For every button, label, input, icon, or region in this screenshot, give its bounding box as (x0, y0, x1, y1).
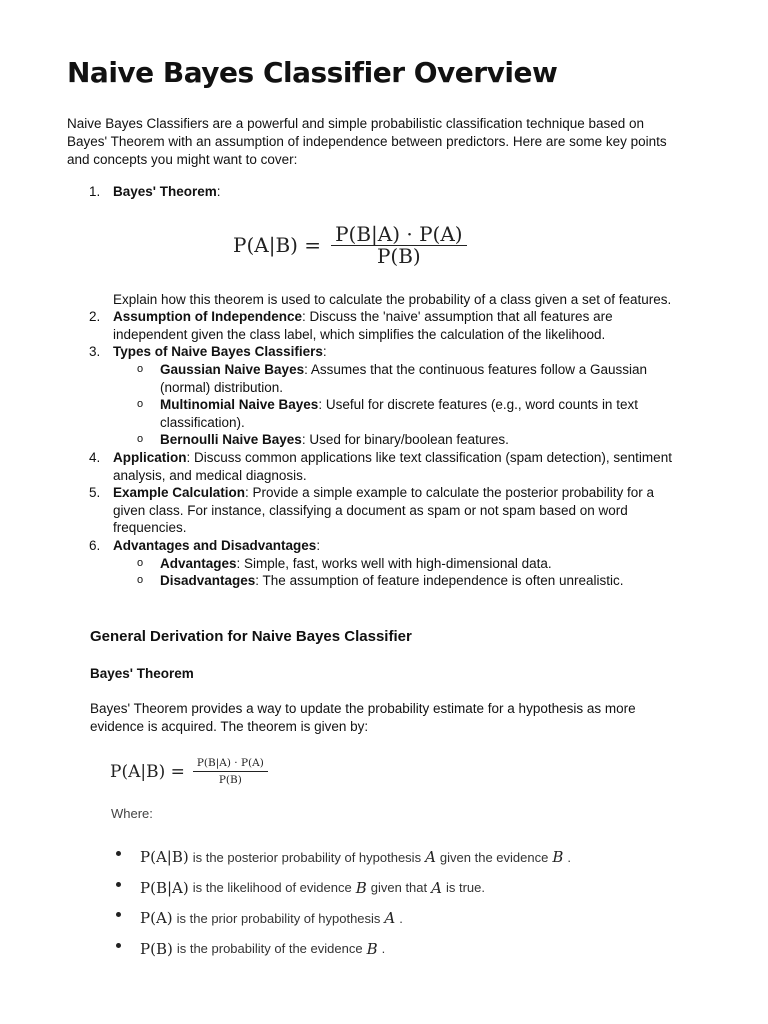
list-item-text: : Discuss common applications like text classification (spam detection), sentiment analysis, and medical diagnosis. (113, 449, 672, 483)
list-item-label: Types of Naive Bayes Classifiers (113, 344, 323, 360)
sub-item-label: Bernoulli Naive Bayes (160, 432, 302, 448)
definition-end: is true. (445, 880, 485, 896)
page-title: Naive Bayes Classifier Overview (67, 56, 558, 89)
definition-text: given that (370, 880, 428, 896)
list-item (67, 183, 687, 308)
math-variable: A (425, 848, 436, 867)
list-item-label: Example Calculation (113, 485, 246, 501)
sub-item-label: Gaussian Naive Bayes (160, 361, 305, 377)
definition-end: . (567, 849, 571, 865)
list-item-label: Bayes' Theorem (113, 184, 217, 199)
list-number: 1. (89, 184, 101, 199)
sub-item-text: : Useful for discrete features (e.g., word counts in text classification). (160, 397, 638, 430)
math-variable: B (355, 878, 367, 897)
formula-lhs: P(A|B) = (233, 232, 322, 257)
math-term: P(B) (140, 939, 173, 958)
sub-list-item (67, 361, 687, 396)
sub-list-item (67, 572, 687, 590)
list-item-label: Advantages and Disadvantages (113, 537, 317, 553)
key-points-list (67, 183, 687, 590)
list-item (67, 484, 687, 537)
list-number: 6. (89, 537, 101, 553)
list-number: 3. (89, 344, 101, 360)
list-item-text: : (216, 184, 221, 199)
list-number: 5. (89, 485, 101, 501)
bullet-icon (116, 851, 121, 856)
definition-end: . (381, 941, 386, 957)
math-variable: A (431, 878, 442, 897)
sub-item-label: Multinomial Naive Bayes (160, 397, 319, 413)
sub-item-text: : Assumes that the continuous features follow a Gaussian (normal) distribution. (160, 361, 648, 395)
list-item (112, 934, 672, 965)
circle-bullet-icon: o (137, 398, 144, 411)
list-item-label: Application (113, 449, 187, 465)
list-item-text: : Provide a simple example to calculate the posterior probability for a given class. For instance, classifying a document as spam or not spam based on word frequencies. (113, 485, 655, 536)
list-number: 2. (89, 309, 101, 325)
formula-lhs: P(A|B) = (110, 761, 185, 782)
sub-list-item (67, 555, 687, 573)
bayes-formula-large (233, 211, 687, 281)
where-label: Where: (111, 806, 153, 821)
bullet-icon (116, 943, 121, 948)
circle-bullet-icon: o (137, 574, 144, 587)
math-term: P(A|B) (140, 848, 189, 867)
sub-list-item (67, 396, 687, 431)
sub-item-text: : The assumption of feature independence is often unrealistic. (255, 573, 624, 589)
sub-item-label: Disadvantages (160, 573, 256, 589)
list-item (112, 842, 672, 873)
list-item (67, 308, 687, 343)
intro-paragraph: Naive Bayes Classifiers are a powerful and simple probabilistic classification technique based on Bayes' Theorem with an assumption of independence between predictors. Here are some key points and concepts you might want to cover: (67, 116, 667, 167)
definition-text: is the likelihood of evidence (192, 880, 352, 896)
math-term: P(B|A) (140, 878, 189, 897)
circle-bullet-icon: o (137, 362, 144, 375)
math-variable: A (384, 909, 396, 928)
sub-item-text: : Used for binary/boolean features. (301, 432, 509, 448)
math-term: P(A) (140, 909, 173, 928)
definition-list (112, 842, 672, 964)
definition-text: given the evidence (439, 849, 549, 865)
formula-fraction (331, 221, 467, 269)
definition-text: is the prior probability of hypothesis (176, 910, 381, 926)
list-item-label: Assumption of Independence (113, 309, 303, 325)
definition-text: is the probability of the evidence (176, 941, 363, 957)
formula-denominator: P(B) (376, 244, 421, 269)
list-item (67, 449, 687, 484)
section-subheading: Bayes' Theorem (90, 666, 194, 681)
section-paragraph: Bayes' Theorem provides a way to update the probability estimate for a hypothesis as more evidence is acquired. The theorem is given by: (90, 701, 636, 734)
definition-text: is the posterior probability of hypothesis (192, 849, 422, 865)
formula-denominator: P(B) (218, 774, 242, 786)
list-item (112, 903, 672, 934)
list-item-text: : (322, 344, 327, 360)
list-item (112, 873, 672, 904)
formula-numerator: P(B|A) · P(A) (193, 757, 268, 772)
bullet-icon (116, 882, 121, 887)
math-variable: B (366, 939, 378, 958)
math-variable: B (552, 848, 564, 867)
list-item-text: Explain how this theorem is used to calculate the probability of a class given a set of features. (113, 291, 672, 307)
list-number: 4. (89, 449, 101, 465)
circle-bullet-icon: o (137, 556, 144, 569)
section-heading: General Derivation for Naive Bayes Classifier (90, 628, 412, 645)
sub-item-text: : Simple, fast, works well with high-dimensional data. (236, 555, 552, 571)
bayes-formula-small (110, 757, 268, 786)
list-item-text: : Discuss the 'naive' assumption that all features are independent given the class label, which simplifies the calculation of the likelihood. (113, 309, 613, 342)
sub-list-item (67, 431, 687, 449)
formula-numerator: P(B|A) · P(A) (331, 226, 467, 247)
list-item (67, 537, 687, 555)
bullet-icon (116, 912, 121, 917)
list-item (67, 343, 687, 361)
circle-bullet-icon: o (137, 433, 144, 446)
list-item-text: : (316, 537, 321, 553)
sub-item-label: Advantages (160, 555, 237, 571)
formula-fraction (193, 757, 268, 786)
definition-end: . (399, 910, 403, 926)
